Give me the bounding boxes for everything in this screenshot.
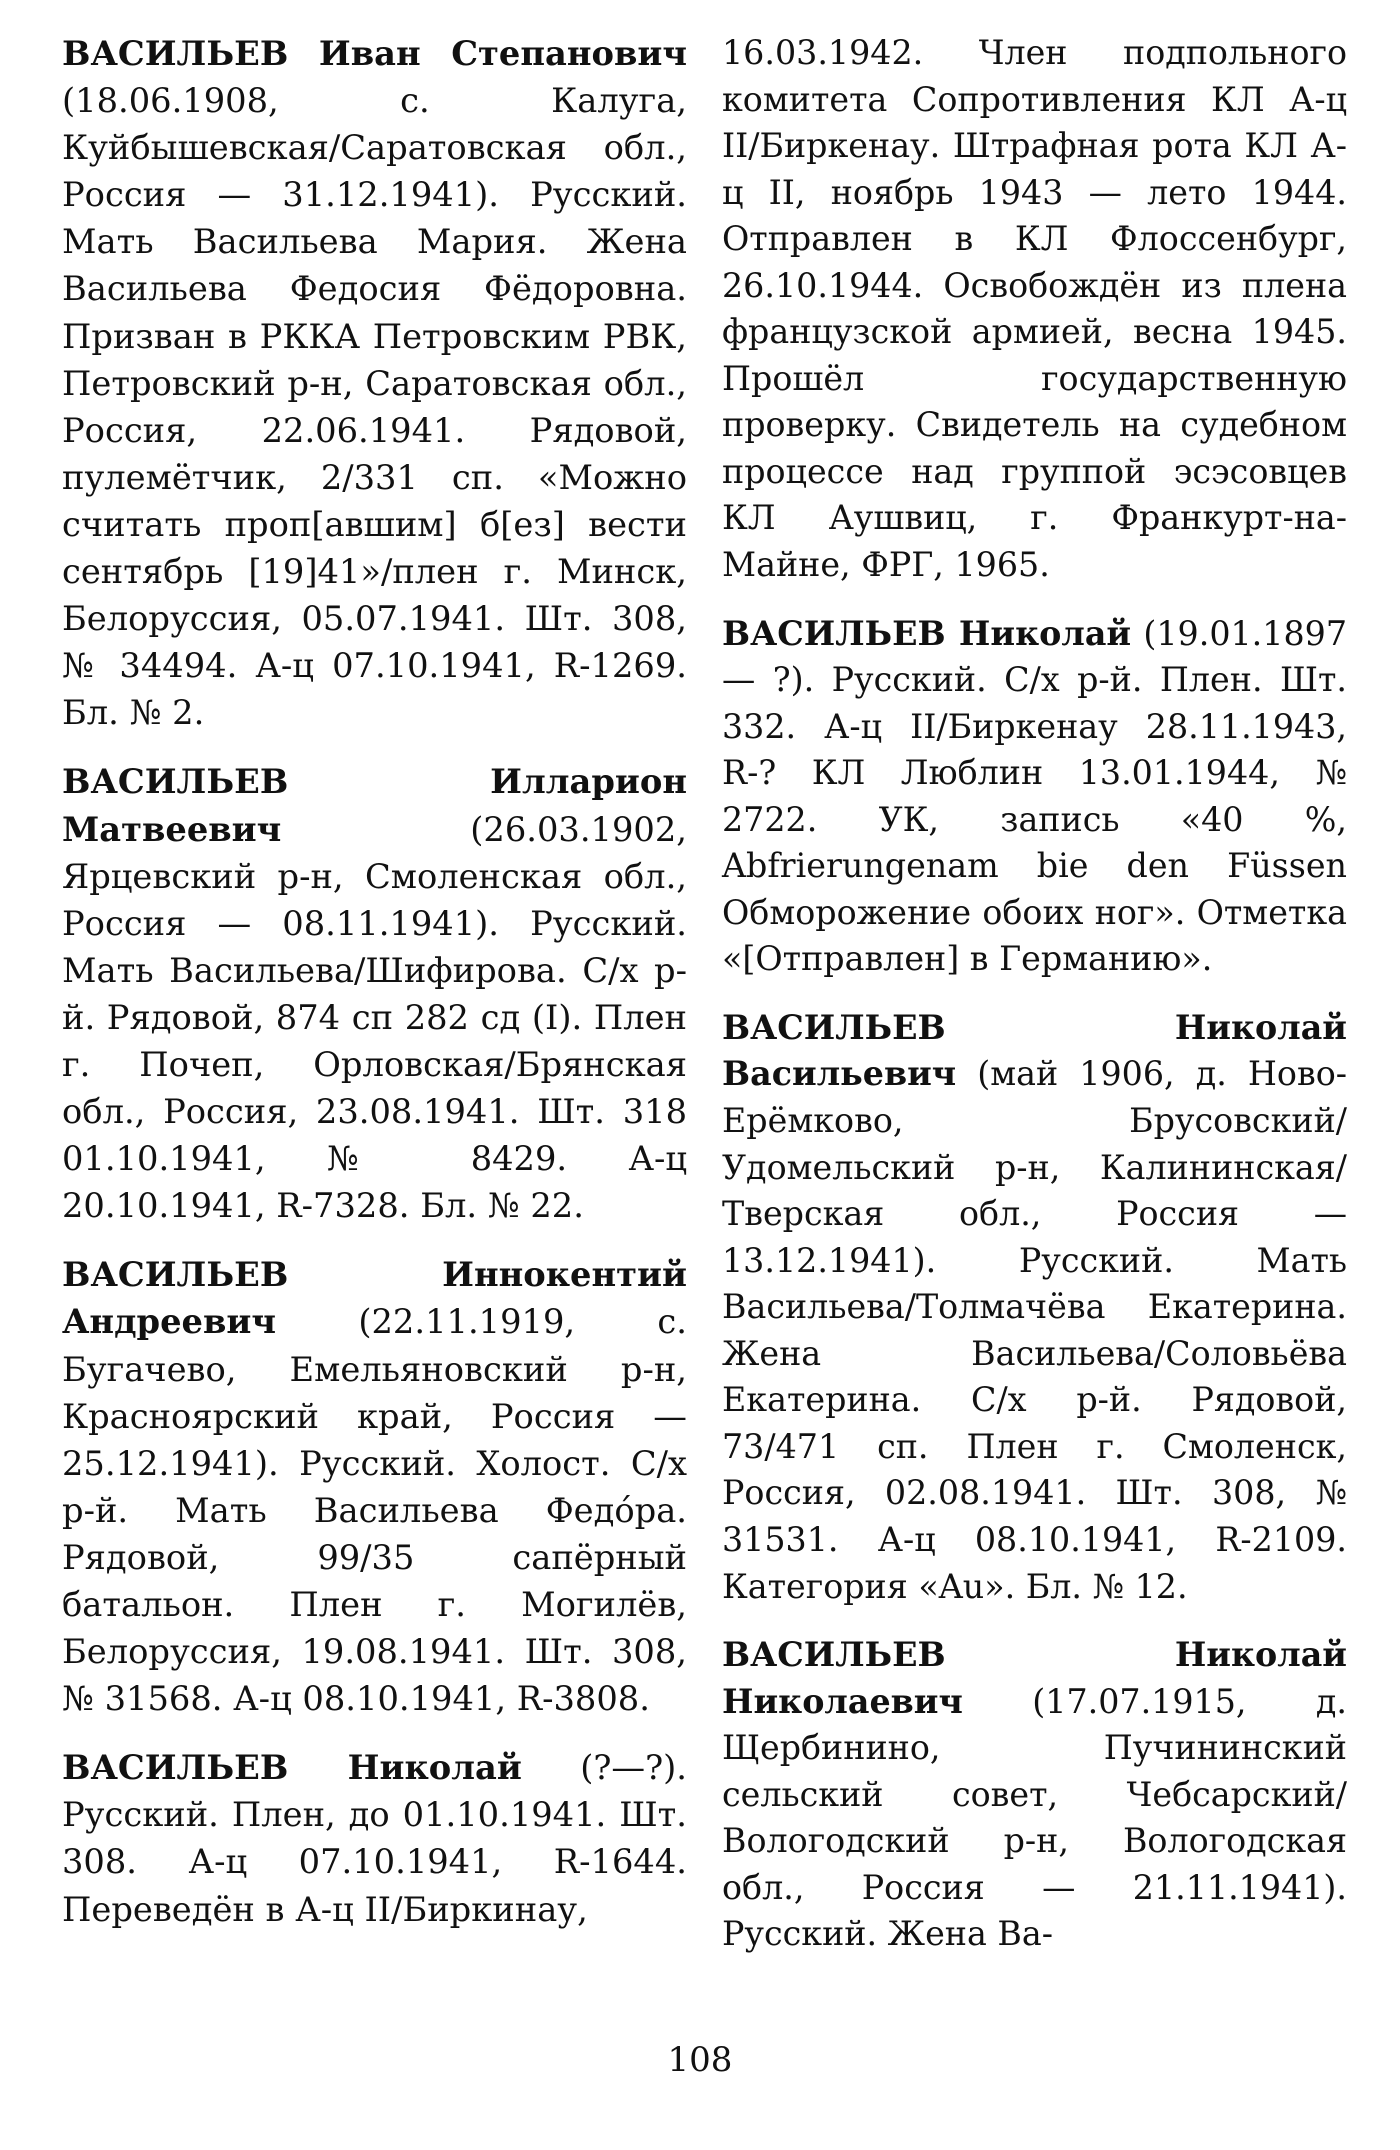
entry-name: ВАСИЛЬЕВ Илларион Матвеевич [62, 761, 687, 849]
entry-text: (22.11.1919, с. Бугачево, Емельяновский р-н, Красноярский край, Россия — 25.12.1941). Русский. Холост. С/х р-й. Мать Васильева Федóра. Рядовой, 99/35 сапёрный батальон. Плен г. Могилёв, Белоруссия, 19.08.1941. Шт. 308, № 31568. А-ц 08.10.1941, R-3808. [62, 1302, 687, 1719]
entry-name: ВАСИЛЬЕВ Николай [62, 1747, 522, 1788]
entry-name: ВАСИЛЬЕВ Иван Степанович [62, 33, 687, 73]
entry-name: ВАСИЛЬЕВ Николай Николаевич [722, 1635, 1347, 1721]
left-column [62, 30, 687, 1955]
biographical-entry [722, 1632, 1347, 1958]
biographical-entry [62, 758, 687, 1229]
entry-text: (19.01.1897 — ?). Русский. С/х р-й. Плен. Шт. 332. А-ц II/Биркенау 28.11.1943, R-? КЛ Люблин 13.01.1944, № 2722. УК, запись «40 %, Abfrierungenam bie den Füssen Обморожение обоих ног». Отметка «[Отправлен] в Германию». [722, 613, 1348, 979]
right-column [722, 30, 1347, 1980]
entry-text: (май 1906, д. Ново-Ерёмково, Брусовский/Удомельский р-н, Калининская/Тверская обл., Россия — 13.12.1941). Русский. Мать Васильева/Толмачёва Екатерина. Жена Васильева/Соловьёва Екатерина. С/х р-й. Рядовой, 73/471 сп. Плен г. Смоленск, Россия, 02.08.1941. Шт. 308, № 31531. А-ц 08.10.1941, R-2109. Категория «Au». Бл. № 12. [722, 1054, 1347, 1606]
entry-text: (26.03.1902, Ярцевский р-н, Смоленская обл., Россия — 08.11.1941). Русский. Мать Васильева/Шифирова. С/х р-й. Рядовой, 874 сп 282 сд (I). Плен г. Почеп, Орловская/Брянская обл., Россия, 23.08.1941. Шт. 318 01.10.1941, № 8429. А-ц 20.10.1941, R-7328. Бл. № 22. [62, 809, 687, 1226]
biographical-entry [722, 611, 1347, 983]
biographical-entry [722, 1005, 1347, 1610]
entry-text: (?—?). Русский. Плен, до 01.10.1941. Шт. 308. А-ц 07.10.1941, R-1644. Переведён в А-ц II/Биркинау, [62, 1748, 687, 1929]
entry-text: (18.06.1908, с. Калуга, Куйбышевская/Саратовская обл., Россия — 31.12.1941). Русский. Мать Васильева Мария. Жена Васильева Федосия Фёдоровна. Призван в РККА Петровским РВК, Петровский р-н, Саратовская обл., Россия, 22.06.1941. Рядовой, пулемётчик, 2/331 сп. «Можно считать проп[авшим] б[ез] вести сентябрь [19]41»/плен г. Минск, Белоруссия, 05.07.1941. Шт. 308, № 34494. А-ц 07.10.1941, R-1269. Бл. № 2. [62, 81, 687, 733]
entry-name: ВАСИЛЬЕВ Николай Васильевич [722, 1007, 1347, 1094]
entry-name: ВАСИЛЬЕВ Иннокентий Андреевич [62, 1254, 687, 1342]
biographical-entry [62, 30, 687, 736]
biographical-entry [62, 1744, 687, 1932]
entry-name: ВАСИЛЬЕВ Николай [722, 613, 1132, 653]
entry-text: (17.07.1915, д. Щербинино, Пучининский сельский совет, Чебсарский/Вологодский р-н, Вологодская обл., Россия — 21.11.1941). Русский. Жена Ва- [722, 1681, 1347, 1954]
page-number: 108 [667, 2040, 733, 2080]
entry-continuation: 16.03.1942. Член подпольного комитета Сопротивления КЛ А-ц II/Биркенау. Штрафная рота КЛ А-ц II, ноябрь 1943 — лето 1944. Отправлен в КЛ Флоссенбург, 26.10.1944. Освобождён из плена французской армией, весна 1945. Прошёл государственную проверку. Свидетель на судебном процессе над группой эсэсовцев КЛ Аушвиц, г. Франкурт-на-Майне, ФРГ, 1965. [722, 33, 1347, 585]
biographical-entry [62, 1251, 687, 1722]
